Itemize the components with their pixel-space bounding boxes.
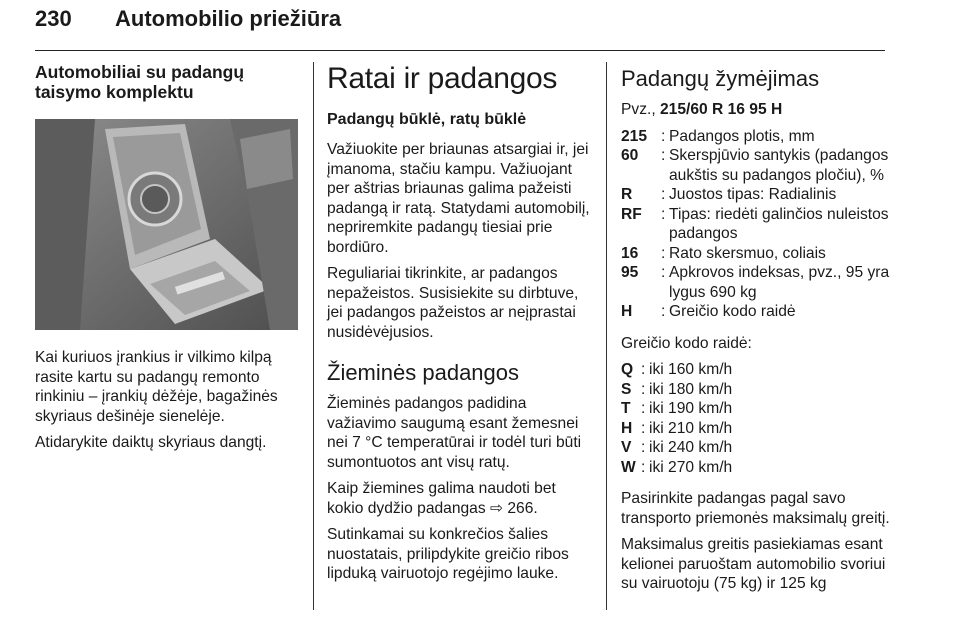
code-separator: : xyxy=(661,147,666,164)
code-description: Skerspjūvio santykis (padangos aukštis su padangos pločiu), % xyxy=(669,147,889,184)
page-number: 230 xyxy=(35,6,72,31)
speed-value: iki 190 km/h xyxy=(649,400,733,417)
condition-paragraph-1: Važiuokite per briaunas atsargiai ir, jei įmanoma, stačiu kampu. Važiuojant per aštrias briaunas galima pažeisti padangą ir ratą. Statydami automobilį, nepriremkite padangų tiesiai prie bordiūro. xyxy=(327,141,590,256)
tyre-designations-title: Padangų žymėjimas xyxy=(621,66,820,91)
winter-paragraph-1: Žieminės padangos padidina važiavimo saugumą esant žemesnei nei 7 °C temperatūrai ir todėl turi būti sumontuotos ant visų ratų. xyxy=(327,395,582,471)
speed-row xyxy=(621,419,891,439)
example-code: 215/60 R 16 95 H xyxy=(660,101,783,118)
tyre-condition-heading: Padangų būklė, ratų būklė xyxy=(327,111,527,128)
speed-separator: : xyxy=(641,439,646,456)
wheels-tyres-title: Ratai ir padangos xyxy=(327,62,558,95)
speed-key: S xyxy=(621,380,632,398)
speed-row xyxy=(621,399,891,419)
closing-paragraph-2: Maksimalus greitis pasiekiamas esant kelionei paruoštam automobilio svoriui su vairuotoju (75 kg) ir 125 kg xyxy=(621,536,886,592)
speed-row xyxy=(621,360,891,380)
speed-key: T xyxy=(621,400,631,417)
speed-value: iki 240 km/h xyxy=(649,439,733,456)
code-separator: : xyxy=(661,186,666,203)
toolbox-illustration xyxy=(35,119,298,330)
code-separator: : xyxy=(661,264,666,281)
code-row xyxy=(621,127,891,147)
page-header xyxy=(35,4,885,44)
repair-kit-paragraph-2: Atidarykite daiktų skyriaus dangtį. xyxy=(35,434,267,451)
condition-paragraph-2: Reguliariai tikrinkite, ar padangos nepažeistos. Susisiekite su dirbtuve, jei padangos pažeistos ar neįprastai nusidėvėjusios. xyxy=(327,265,579,341)
code-description: Juostos tipas: Radialinis xyxy=(669,186,837,203)
tyre-code-example xyxy=(621,100,891,120)
column-divider-2 xyxy=(606,62,607,610)
speed-key: V xyxy=(621,439,632,456)
chapter-title: Automobilio priežiūra xyxy=(115,6,342,31)
code-description: Greičio kodo raidė xyxy=(669,303,796,320)
column-left xyxy=(35,62,300,460)
winter-paragraph-3: Sutinkamai su konkrečios šalies nuostatais, prilipdykite greičio ribos lipduką vairuotojo regėjimo lauke. xyxy=(327,526,569,582)
speed-row xyxy=(621,458,891,478)
speed-value: iki 270 km/h xyxy=(649,458,733,476)
speed-row xyxy=(621,438,891,458)
code-description: Apkrovos indeksas, pvz., 95 yra lygus 690 kg xyxy=(669,264,890,301)
speed-row xyxy=(621,380,891,400)
speed-code-list xyxy=(621,360,891,477)
code-row xyxy=(621,263,891,302)
speed-key: Q xyxy=(621,361,634,378)
code-key: RF xyxy=(621,205,642,223)
repair-kit-heading: Automobiliai su padangų taisymo komplektu xyxy=(35,62,245,102)
header-rule xyxy=(35,50,885,51)
winter-tyres-heading: Žieminės padangos xyxy=(327,360,520,385)
speed-value: iki 210 km/h xyxy=(649,419,733,437)
code-separator: : xyxy=(661,303,666,320)
speed-code-intro: Greičio kodo raidė: xyxy=(621,334,752,352)
winter-paragraph-2: Kaip žiemines galima naudoti bet kokio dydžio padangas ⇨ 266. xyxy=(327,480,556,517)
speed-value: iki 160 km/h xyxy=(649,361,733,378)
code-key: R xyxy=(621,186,633,203)
toolbox-photo xyxy=(35,119,298,330)
code-row xyxy=(621,185,891,205)
code-description: Rato skersmuo, coliais xyxy=(669,244,826,262)
code-key: H xyxy=(621,303,633,320)
code-key: 95 xyxy=(621,264,639,281)
closing-paragraph-1: Pasirinkite padangas pagal savo transporto priemonės maksimalų greitį. xyxy=(621,490,890,527)
tyre-code-list xyxy=(621,127,891,322)
code-row xyxy=(621,146,891,185)
code-key: 16 xyxy=(621,244,639,262)
code-row xyxy=(621,244,891,264)
speed-separator: : xyxy=(641,380,646,398)
speed-value: iki 180 km/h xyxy=(649,380,733,398)
repair-kit-paragraph-1: Kai kuriuos įrankius ir vilkimo kilpą rasite kartu su padangų remonto rinkiniu – įrankių dėžėje, bagažinės skyriaus dešinėje sienelėje. xyxy=(35,349,278,425)
speed-separator: : xyxy=(641,361,646,378)
speed-separator: : xyxy=(641,458,646,476)
speed-separator: : xyxy=(641,419,646,437)
code-separator: : xyxy=(661,127,666,145)
example-prefix: Pvz., xyxy=(621,101,660,118)
column-right xyxy=(621,62,891,601)
speed-key: W xyxy=(621,458,636,476)
code-separator: : xyxy=(661,205,666,223)
column-middle xyxy=(327,62,592,591)
speed-key: H xyxy=(621,419,633,437)
code-row xyxy=(621,302,891,322)
code-description: Tipas: riedėti galinčios nuleistos padangos xyxy=(669,205,889,242)
code-description: Padangos plotis, mm xyxy=(669,127,815,145)
speed-separator: : xyxy=(641,400,646,417)
column-divider-1 xyxy=(313,62,314,610)
code-key: 60 xyxy=(621,147,639,164)
code-row xyxy=(621,205,891,244)
code-separator: : xyxy=(661,244,666,262)
code-key: 215 xyxy=(621,127,648,145)
